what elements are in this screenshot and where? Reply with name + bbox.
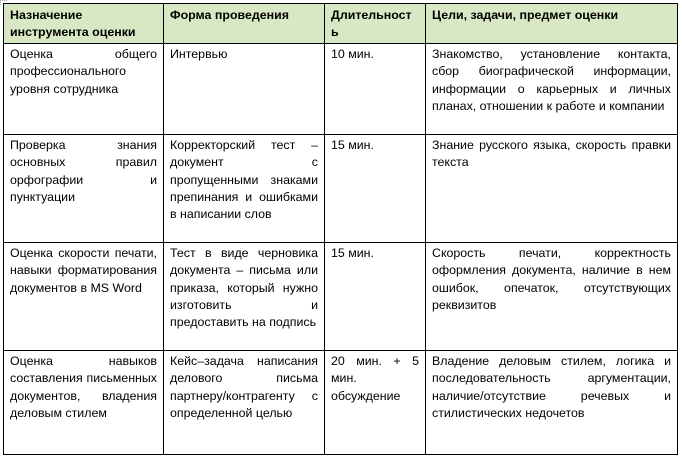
cell-purpose: Оценка навыков составления письменных документов, владения деловым стилем (4, 350, 164, 454)
table-row (4, 350, 678, 454)
cell-goals: Знание русского языка, скорость правки текста (426, 134, 678, 242)
cell-form: Тест в виде черновика документа – письма или приказа, который нужно изготовить и предоставить на подпись (164, 242, 325, 350)
cell-duration: 10 мин. (325, 43, 426, 134)
cell-duration: 15 мин. (325, 242, 426, 350)
table-row (4, 43, 678, 134)
header-duration: Длительность (325, 4, 426, 44)
document-page (3, 3, 678, 455)
cell-form: Кейс–задача написания делового письма партнеру/контрагенту с определенной целью (164, 350, 325, 454)
cell-purpose: Оценка скорости печати, навыки форматирования документов в MS Word (4, 242, 164, 350)
table-row (4, 242, 678, 350)
header-purpose: Назначение инструмента оценки (4, 4, 164, 44)
cell-duration: 20 мин. + 5 мин. обсуждение (325, 350, 426, 454)
cell-form: Интервью (164, 43, 325, 134)
cell-purpose: Оценка общего профессионального уровня сотрудника (4, 43, 164, 134)
assessment-tools-table (3, 3, 678, 455)
cell-duration: 15 мин. (325, 134, 426, 242)
cell-goals: Владение деловым стилем, логика и последовательность аргументации, наличие/отсутствие речевых и стилистических недочетов (426, 350, 678, 454)
header-goals: Цели, задачи, предмет оценки (426, 4, 678, 44)
cell-goals: Знакомство, установление контакта, сбор биографической информации, информации о карьерных и личных планах, отношении к работе и компании (426, 43, 678, 134)
cell-purpose: Проверка знания основных правил орфографии и пунктуации (4, 134, 164, 242)
header-form: Форма проведения (164, 4, 325, 44)
cell-goals: Скорость печати, корректность оформления документа, наличие в нем ошибок, опечаток, отсутствующих реквизитов (426, 242, 678, 350)
cell-form: Корректорский тест – документ с пропущенными знаками препинания и ошибками в написании слов (164, 134, 325, 242)
table-row (4, 134, 678, 242)
table-header-row (4, 4, 678, 44)
